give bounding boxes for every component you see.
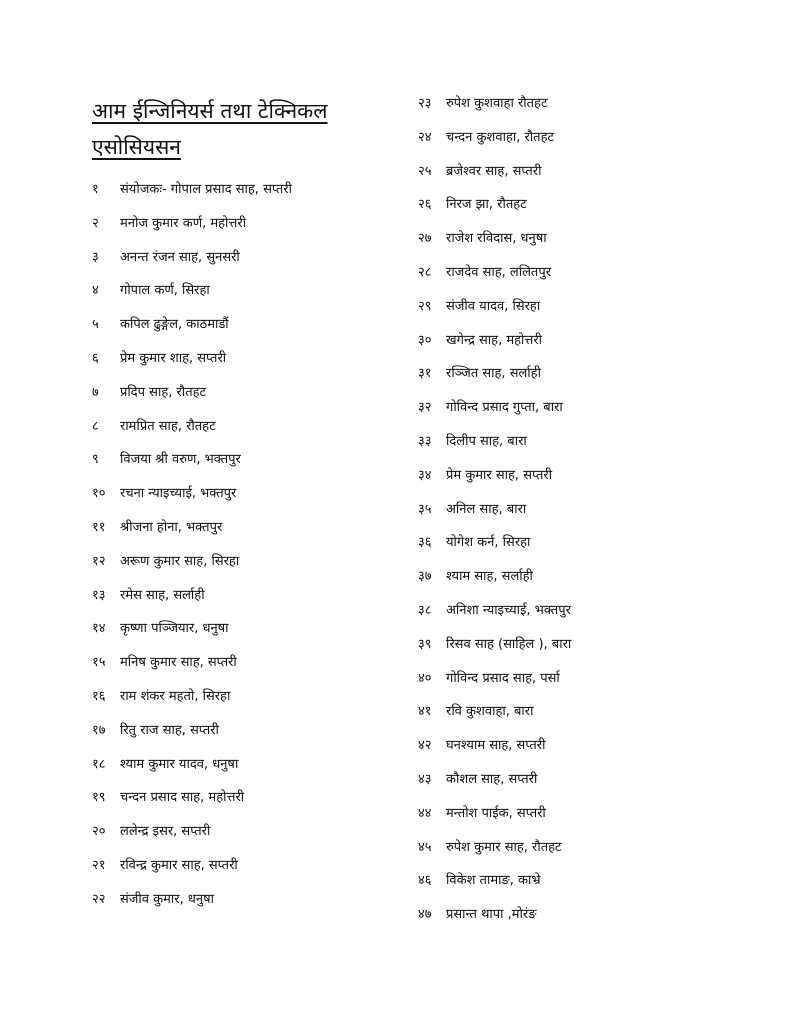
entry-number: ४७ xyxy=(418,907,432,923)
entry-text: मनोज कुमार कर्ण, महोत्तरी xyxy=(120,215,247,231)
entry-number: १ xyxy=(92,182,99,197)
entry-number: १३ xyxy=(92,587,106,603)
member-entry xyxy=(418,331,758,365)
entry-text: दिलीप साह, बारा xyxy=(446,433,527,449)
entry-text: राम शंकर महतो, सिरहा xyxy=(120,688,231,704)
entry-text: योगेश कर्न, सिरहा xyxy=(446,535,531,551)
entry-number: ३ xyxy=(92,249,99,265)
entry-text: विजया श्री वरुण, भक्तपुर xyxy=(120,452,241,468)
entry-number: ३४ xyxy=(418,467,432,483)
member-entry xyxy=(92,281,392,315)
member-entry xyxy=(418,364,758,398)
title-line-2: एसोसियसन xyxy=(92,135,181,159)
member-entry xyxy=(418,466,758,500)
entry-text: कपिल ढुङ्गेल, काठमाडौं xyxy=(120,317,229,333)
entry-text: चन्दन प्रसाद साह, महोत्तरी xyxy=(120,790,245,806)
member-entry xyxy=(92,552,392,586)
entry-number: २० xyxy=(92,824,106,840)
entry-number: १८ xyxy=(92,756,106,772)
entry-text: कृष्णा पञ्जियार, धनुषा xyxy=(120,621,229,637)
entry-number: ९ xyxy=(92,452,99,468)
entry-text: निरज झा, रौतहट xyxy=(446,197,527,213)
entry-text: मन्तोश पाईक, सप्तरी xyxy=(446,805,546,821)
entry-text: रुपेश कुमार साह, रौतहट xyxy=(446,839,562,855)
entry-text: गोविन्द प्रसाद साह, पर्सा xyxy=(446,670,560,686)
member-entry xyxy=(418,297,758,331)
member-entry xyxy=(92,484,392,518)
entry-number: १५ xyxy=(92,655,106,671)
member-entry xyxy=(418,635,758,669)
entry-number: ५ xyxy=(92,317,99,333)
entry-number: ४१ xyxy=(418,704,432,720)
title-line-1: आम ईन्जिनियर्स तथा टेक्निकल xyxy=(92,99,328,123)
member-entry xyxy=(92,180,392,214)
member-entry xyxy=(92,856,392,890)
member-entry xyxy=(418,398,758,432)
entry-number: २८ xyxy=(418,264,432,280)
member-entry xyxy=(418,432,758,466)
entry-number: ३६ xyxy=(418,535,432,551)
entry-text: गोपाल कर्ण, सिरहा xyxy=(120,283,210,299)
member-entry xyxy=(92,653,392,687)
entry-number: २२ xyxy=(92,891,106,907)
entry-number: ४३ xyxy=(418,771,432,787)
member-entry xyxy=(92,518,392,552)
member-entry xyxy=(418,601,758,635)
entry-number: २७ xyxy=(418,231,432,247)
member-entry xyxy=(418,229,758,263)
member-entry xyxy=(92,248,392,282)
member-entry xyxy=(418,804,758,838)
member-entry xyxy=(418,162,758,196)
entry-number: ३१ xyxy=(418,366,432,382)
member-entry xyxy=(418,533,758,567)
entry-text: रञ्जित साह, सर्लाही xyxy=(446,366,541,382)
member-entry xyxy=(418,770,758,804)
entry-text: श्रीजना होना, भक्तपुर xyxy=(120,519,223,535)
entry-text: प्रसान्त थापा ,मोरंङ xyxy=(446,907,537,923)
member-entry xyxy=(418,500,758,534)
entry-text: रमेस साह, सर्लाही xyxy=(120,587,205,603)
entry-number: ४० xyxy=(418,670,432,686)
entry-number: २६ xyxy=(418,197,432,213)
entry-text: गोविन्द प्रसाद गुप्ता, बारा xyxy=(446,400,563,416)
member-entry xyxy=(418,905,758,939)
entry-text: प्रेम कुमार साह, सप्तरी xyxy=(446,467,553,483)
entry-text: ललेन्द्र इसर, सप्तरी xyxy=(120,824,211,840)
entry-number: ३८ xyxy=(418,602,432,618)
entry-text: रितु राज साह, सप्तरी xyxy=(120,722,219,738)
entry-number: ४५ xyxy=(418,839,432,855)
entry-text: रचना न्याइच्याई, भक्तपुर xyxy=(120,486,237,502)
entry-number: २४ xyxy=(418,129,432,145)
entry-text: संजीव यादव, सिरहा xyxy=(446,298,541,314)
entry-text: संयोजकः- गोपाल प्रसाद साह, सप्तरी xyxy=(120,182,292,197)
entry-text: अनिल साह, बारा xyxy=(446,501,527,517)
entry-text: रविन्द्र कुमार साह, सप्तरी xyxy=(120,857,238,873)
member-entry xyxy=(418,702,758,736)
entry-text: ब्रजेश्वर साह, सप्तरी xyxy=(446,163,542,179)
entry-text: रुपेश कुशवाहा रौतहट xyxy=(446,96,548,111)
entry-number: २ xyxy=(92,215,99,231)
entry-text: खगेन्द्र साह, महोत्तरी xyxy=(446,332,543,348)
entry-text: राजदेव साह, ललितपुर xyxy=(446,264,552,280)
member-entry xyxy=(418,669,758,703)
entry-text: प्रदिप साह, रौतहट xyxy=(120,384,207,400)
entry-number: १२ xyxy=(92,553,106,569)
member-entry xyxy=(418,567,758,601)
member-entry xyxy=(92,755,392,789)
entry-number: ६ xyxy=(92,350,99,366)
member-entry xyxy=(92,417,392,451)
entry-number: ७ xyxy=(92,384,99,400)
entry-number: १० xyxy=(92,486,106,502)
entry-number: ४६ xyxy=(418,873,432,889)
entry-number: २९ xyxy=(418,298,432,314)
member-entry xyxy=(92,315,392,349)
member-entry xyxy=(418,736,758,770)
entry-number: १७ xyxy=(92,722,106,738)
member-entry xyxy=(418,195,758,229)
document-title xyxy=(92,93,392,165)
entry-number: ३७ xyxy=(418,569,432,585)
entry-text: घनश्याम साह, सप्तरी xyxy=(446,738,546,754)
entry-text: रवि कुशवाहा, बारा xyxy=(446,704,534,720)
member-entry xyxy=(92,788,392,822)
member-entry xyxy=(92,349,392,383)
entry-text: अनन्त रंजन साह, सुनसरी xyxy=(120,249,240,265)
entry-number: ३३ xyxy=(418,433,432,449)
entry-number: ३० xyxy=(418,332,432,348)
entry-number: २३ xyxy=(418,96,432,111)
entry-number: ८ xyxy=(92,418,99,434)
member-entry xyxy=(418,94,758,128)
entry-text: कौशल साह, सप्तरी xyxy=(446,771,538,787)
entry-text: रिसव साह (साहिल ), बारा xyxy=(446,636,572,652)
entry-number: २५ xyxy=(418,163,432,179)
member-entry xyxy=(92,586,392,620)
member-entry xyxy=(418,263,758,297)
member-entry xyxy=(92,822,392,856)
entry-number: २१ xyxy=(92,857,106,873)
entry-text: रामप्रित साह, रौतहट xyxy=(120,418,216,434)
member-entry xyxy=(92,383,392,417)
entry-number: ३५ xyxy=(418,501,432,517)
entry-text: संजीव कुमार, धनुषा xyxy=(120,891,214,907)
entry-text: विकेश तामाङ, काभ्रे xyxy=(446,873,541,889)
entry-number: ४२ xyxy=(418,738,432,754)
member-entry xyxy=(92,214,392,248)
member-entry xyxy=(418,871,758,905)
entry-number: ४ xyxy=(92,283,99,299)
member-entry xyxy=(92,687,392,721)
entry-text: मनिष कुमार साह, सप्तरी xyxy=(120,655,237,671)
member-entry xyxy=(418,128,758,162)
member-list-right xyxy=(418,94,758,939)
member-list-left xyxy=(92,180,392,924)
entry-text: अनिशा न्याइच्याई, भक्तपुर xyxy=(446,602,571,618)
entry-number: ३२ xyxy=(418,400,432,416)
entry-text: श्याम कुमार यादव, धनुषा xyxy=(120,756,239,772)
member-entry xyxy=(92,721,392,755)
entry-text: श्याम साह, सर्लाही xyxy=(446,569,533,585)
member-entry xyxy=(92,890,392,924)
entry-number: ४४ xyxy=(418,805,432,821)
entry-number: ३९ xyxy=(418,636,432,652)
member-entry xyxy=(92,450,392,484)
entry-text: अरूण कुमार साह, सिरहा xyxy=(120,553,240,569)
member-entry xyxy=(418,838,758,872)
entry-number: १६ xyxy=(92,688,106,704)
entry-text: प्रेम कुमार शाह, सप्तरी xyxy=(120,350,227,366)
entry-text: राजेश रविदास, धनुषा xyxy=(446,231,547,247)
entry-text: चन्दन कुशवाहा, रौतहट xyxy=(446,129,555,145)
entry-number: १९ xyxy=(92,790,106,806)
entry-number: ११ xyxy=(92,519,106,535)
entry-number: १४ xyxy=(92,621,106,637)
member-entry xyxy=(92,619,392,653)
